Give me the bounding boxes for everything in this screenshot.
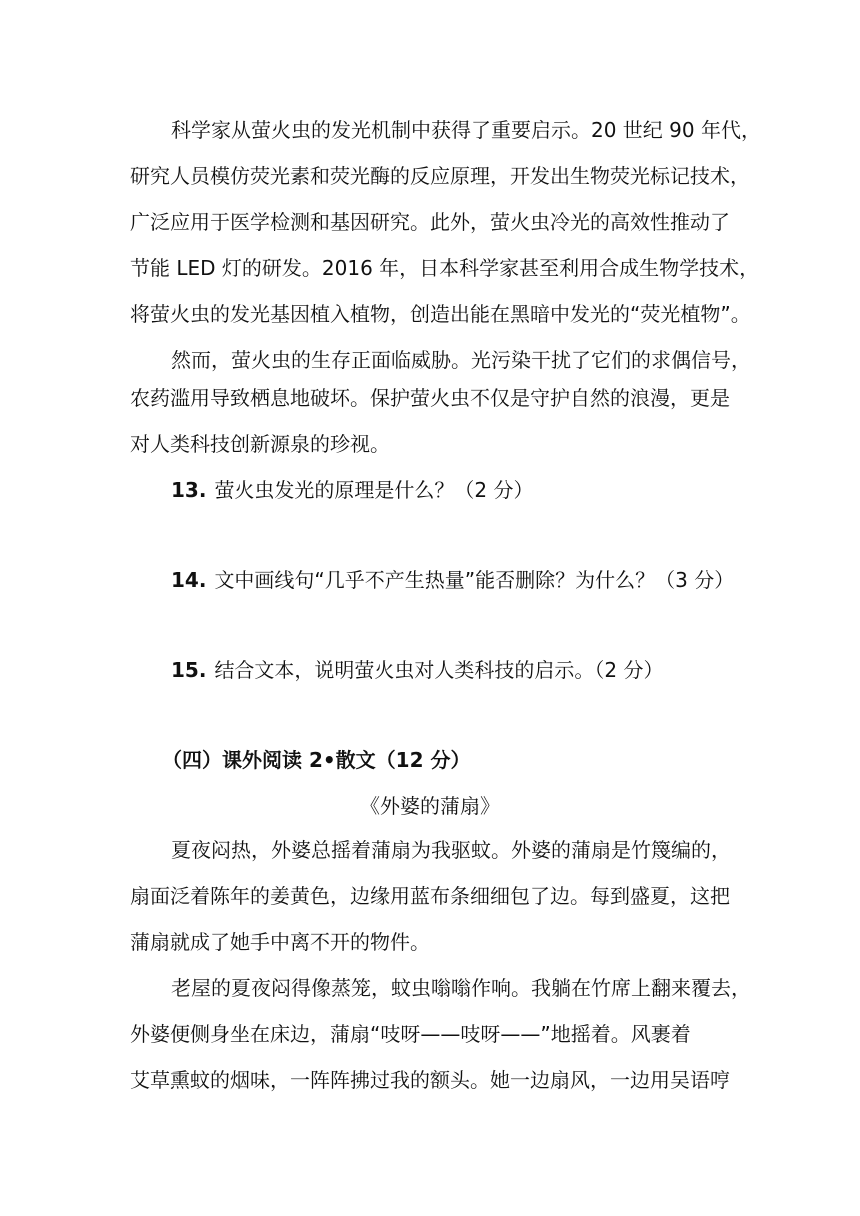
question-number: 13. [171, 478, 207, 502]
section-heading: （四）课外阅读 2•散文（12 分） [162, 748, 471, 772]
question-15 [171, 656, 664, 684]
question-text: 结合文本，说明萤火虫对人类科技的启示。（2 分） [214, 658, 664, 682]
passage-line: 科学家从萤火虫的发光机制中获得了重要启示。20 世纪 90 年代， [171, 118, 761, 142]
passage-line: 对人类科技创新源泉的珍视。 [130, 432, 390, 456]
essay-line: 夏夜闷热，外婆总摇着蒲扇为我驱蚊。外婆的蒲扇是竹篾编的， [171, 838, 731, 862]
question-13 [171, 476, 534, 504]
essay-line: 艾草熏蚊的烟味，一阵阵拂过我的额头。她一边扇风，一边用吴语哼 [130, 1068, 730, 1092]
question-14 [171, 566, 734, 594]
passage-line: 农药滥用导致栖息地破坏。保护萤火虫不仅是守护自然的浪漫，更是 [130, 386, 730, 410]
question-number: 14. [171, 568, 207, 592]
passage-line: 广泛应用于医学检测和基因研究。此外，萤火虫冷光的高效性推动了 [130, 210, 730, 234]
question-text: 文中画线句“几乎不产生热量”能否删除？为什么？（3 分） [214, 568, 735, 592]
question-number: 15. [171, 658, 207, 682]
passage-line: 节能 LED 灯的研发。2016 年，日本科学家甚至利用合成生物学技术， [130, 256, 760, 280]
question-text: 萤火虫发光的原理是什么？（2 分） [214, 478, 534, 502]
passage-line: 研究人员模仿荧光素和荧光酶的反应原理，开发出生物荧光标记技术， [130, 164, 750, 188]
essay-line: 老屋的夏夜闷得像蒸笼，蚊虫嗡嗡作响。我躺在竹席上翻来覆去， [171, 976, 751, 1000]
passage-line: 然而，萤火虫的生存正面临威胁。光污染干扰了它们的求偶信号， [171, 348, 751, 372]
essay-line: 外婆便侧身坐在床边，蒲扇“吱呀——吱呀——”地摇着。风裹着 [130, 1022, 691, 1046]
passage-line: 将萤火虫的发光基因植入植物，创造出能在黑暗中发光的“荧光植物”。 [130, 302, 751, 326]
essay-title: 《外婆的蒲扇》 [360, 794, 500, 818]
essay-line: 扇面泛着陈年的姜黄色，边缘用蓝布条细细包了边。每到盛夏，这把 [130, 884, 730, 908]
essay-line: 蒲扇就成了她手中离不开的物件。 [130, 930, 430, 954]
